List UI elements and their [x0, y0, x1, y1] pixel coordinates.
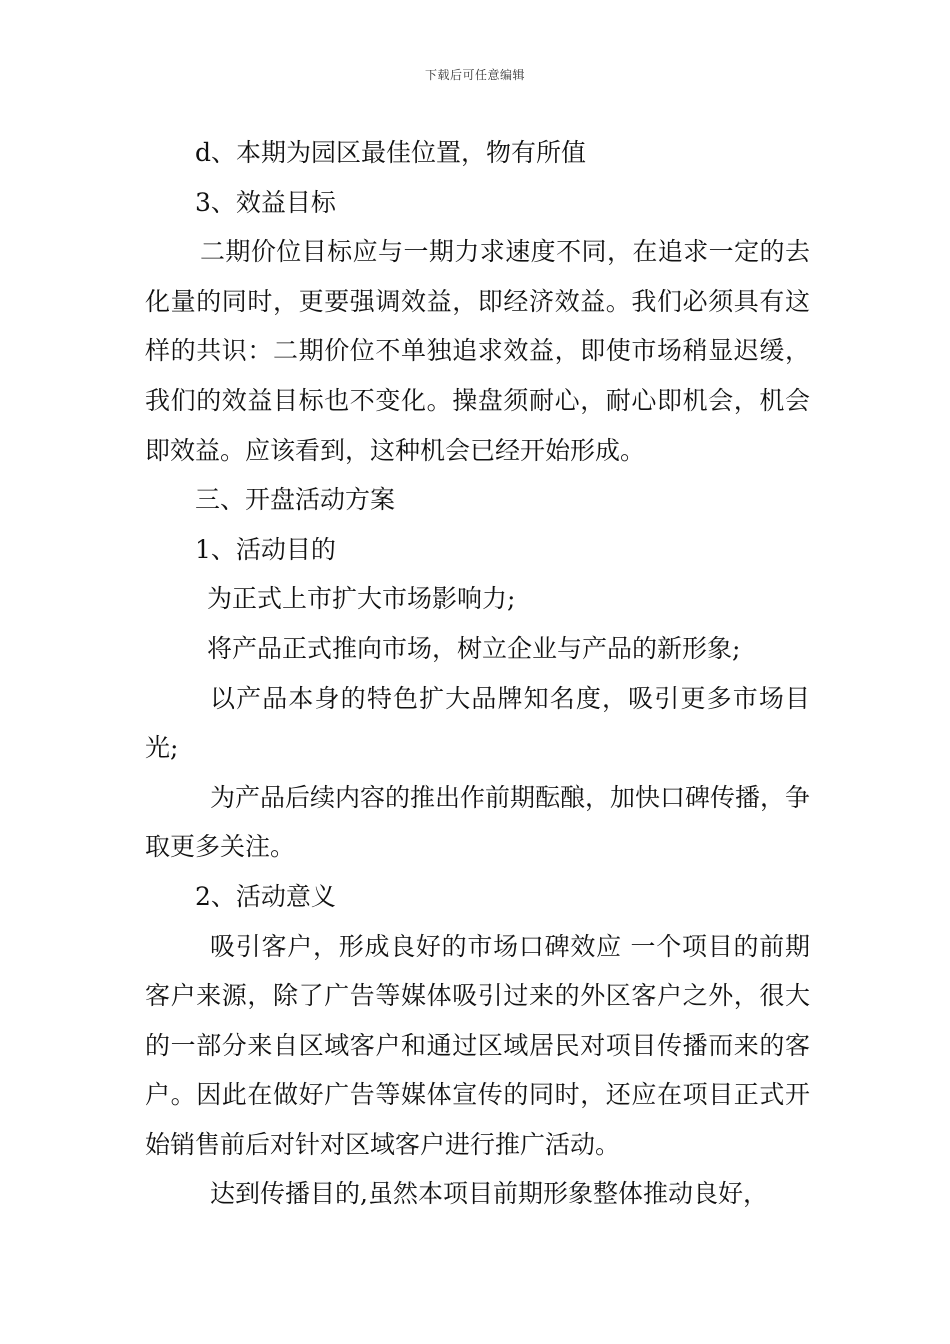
paragraph-item-d: d、本期为园区最佳位置，物有所值 [195, 138, 587, 167]
heading-opening-activity: 三、开盘活动方案 [195, 485, 396, 515]
page-header: 下载后可任意编辑 [424, 68, 525, 82]
heading-activity-meaning: 2、活动意义 [195, 881, 336, 911]
paragraph-purpose-1: 为正式上市扩大市场影响力; [207, 584, 516, 614]
heading-activity-purpose: 1、活动目的 [195, 534, 336, 564]
paragraph-benefit-goal: 二期价位目标应与一期力求速度不同，在追求一定的去化量的同时，更要强调效益，即经济效益。我们必须具有这样的共识：二期价位不单独追求效益，即使市场稍显迟缓，我们的效益目标也不变化。操盘须耐心，耐心即机会，机会即效益。应该看到，这种机会已经开始形成。 [145, 237, 810, 465]
document-body [145, 128, 810, 1219]
paragraph-purpose-3: 以产品本身的特色扩大品牌知名度，吸引更多市场目光; [145, 683, 810, 763]
paragraph-purpose-2: 将产品正式推向市场，树立企业与产品的新形象; [207, 633, 741, 663]
paragraph-purpose-4: 为产品后续内容的推出作前期酝酿，加快口碑传播，争取更多关注。 [145, 782, 811, 862]
heading-benefit-goal: 3、效益目标 [195, 187, 336, 217]
paragraph-meaning-1: 吸引客户，形成良好的市场口碑效应 一个项目的前期客户来源，除了广告等媒体吸引过来的外区客户之外，很大的一部分来自区域客户和通过区域居民对项目传播而来的客户。因此在做好广告等媒体宣传的同时，还应在项目正式开始销售前后对针对区域客户进行推广活动。 [145, 931, 810, 1159]
paragraph-meaning-2: 达到传播目的,虽然本项目前期形象整体推动良好， [210, 1179, 768, 1209]
